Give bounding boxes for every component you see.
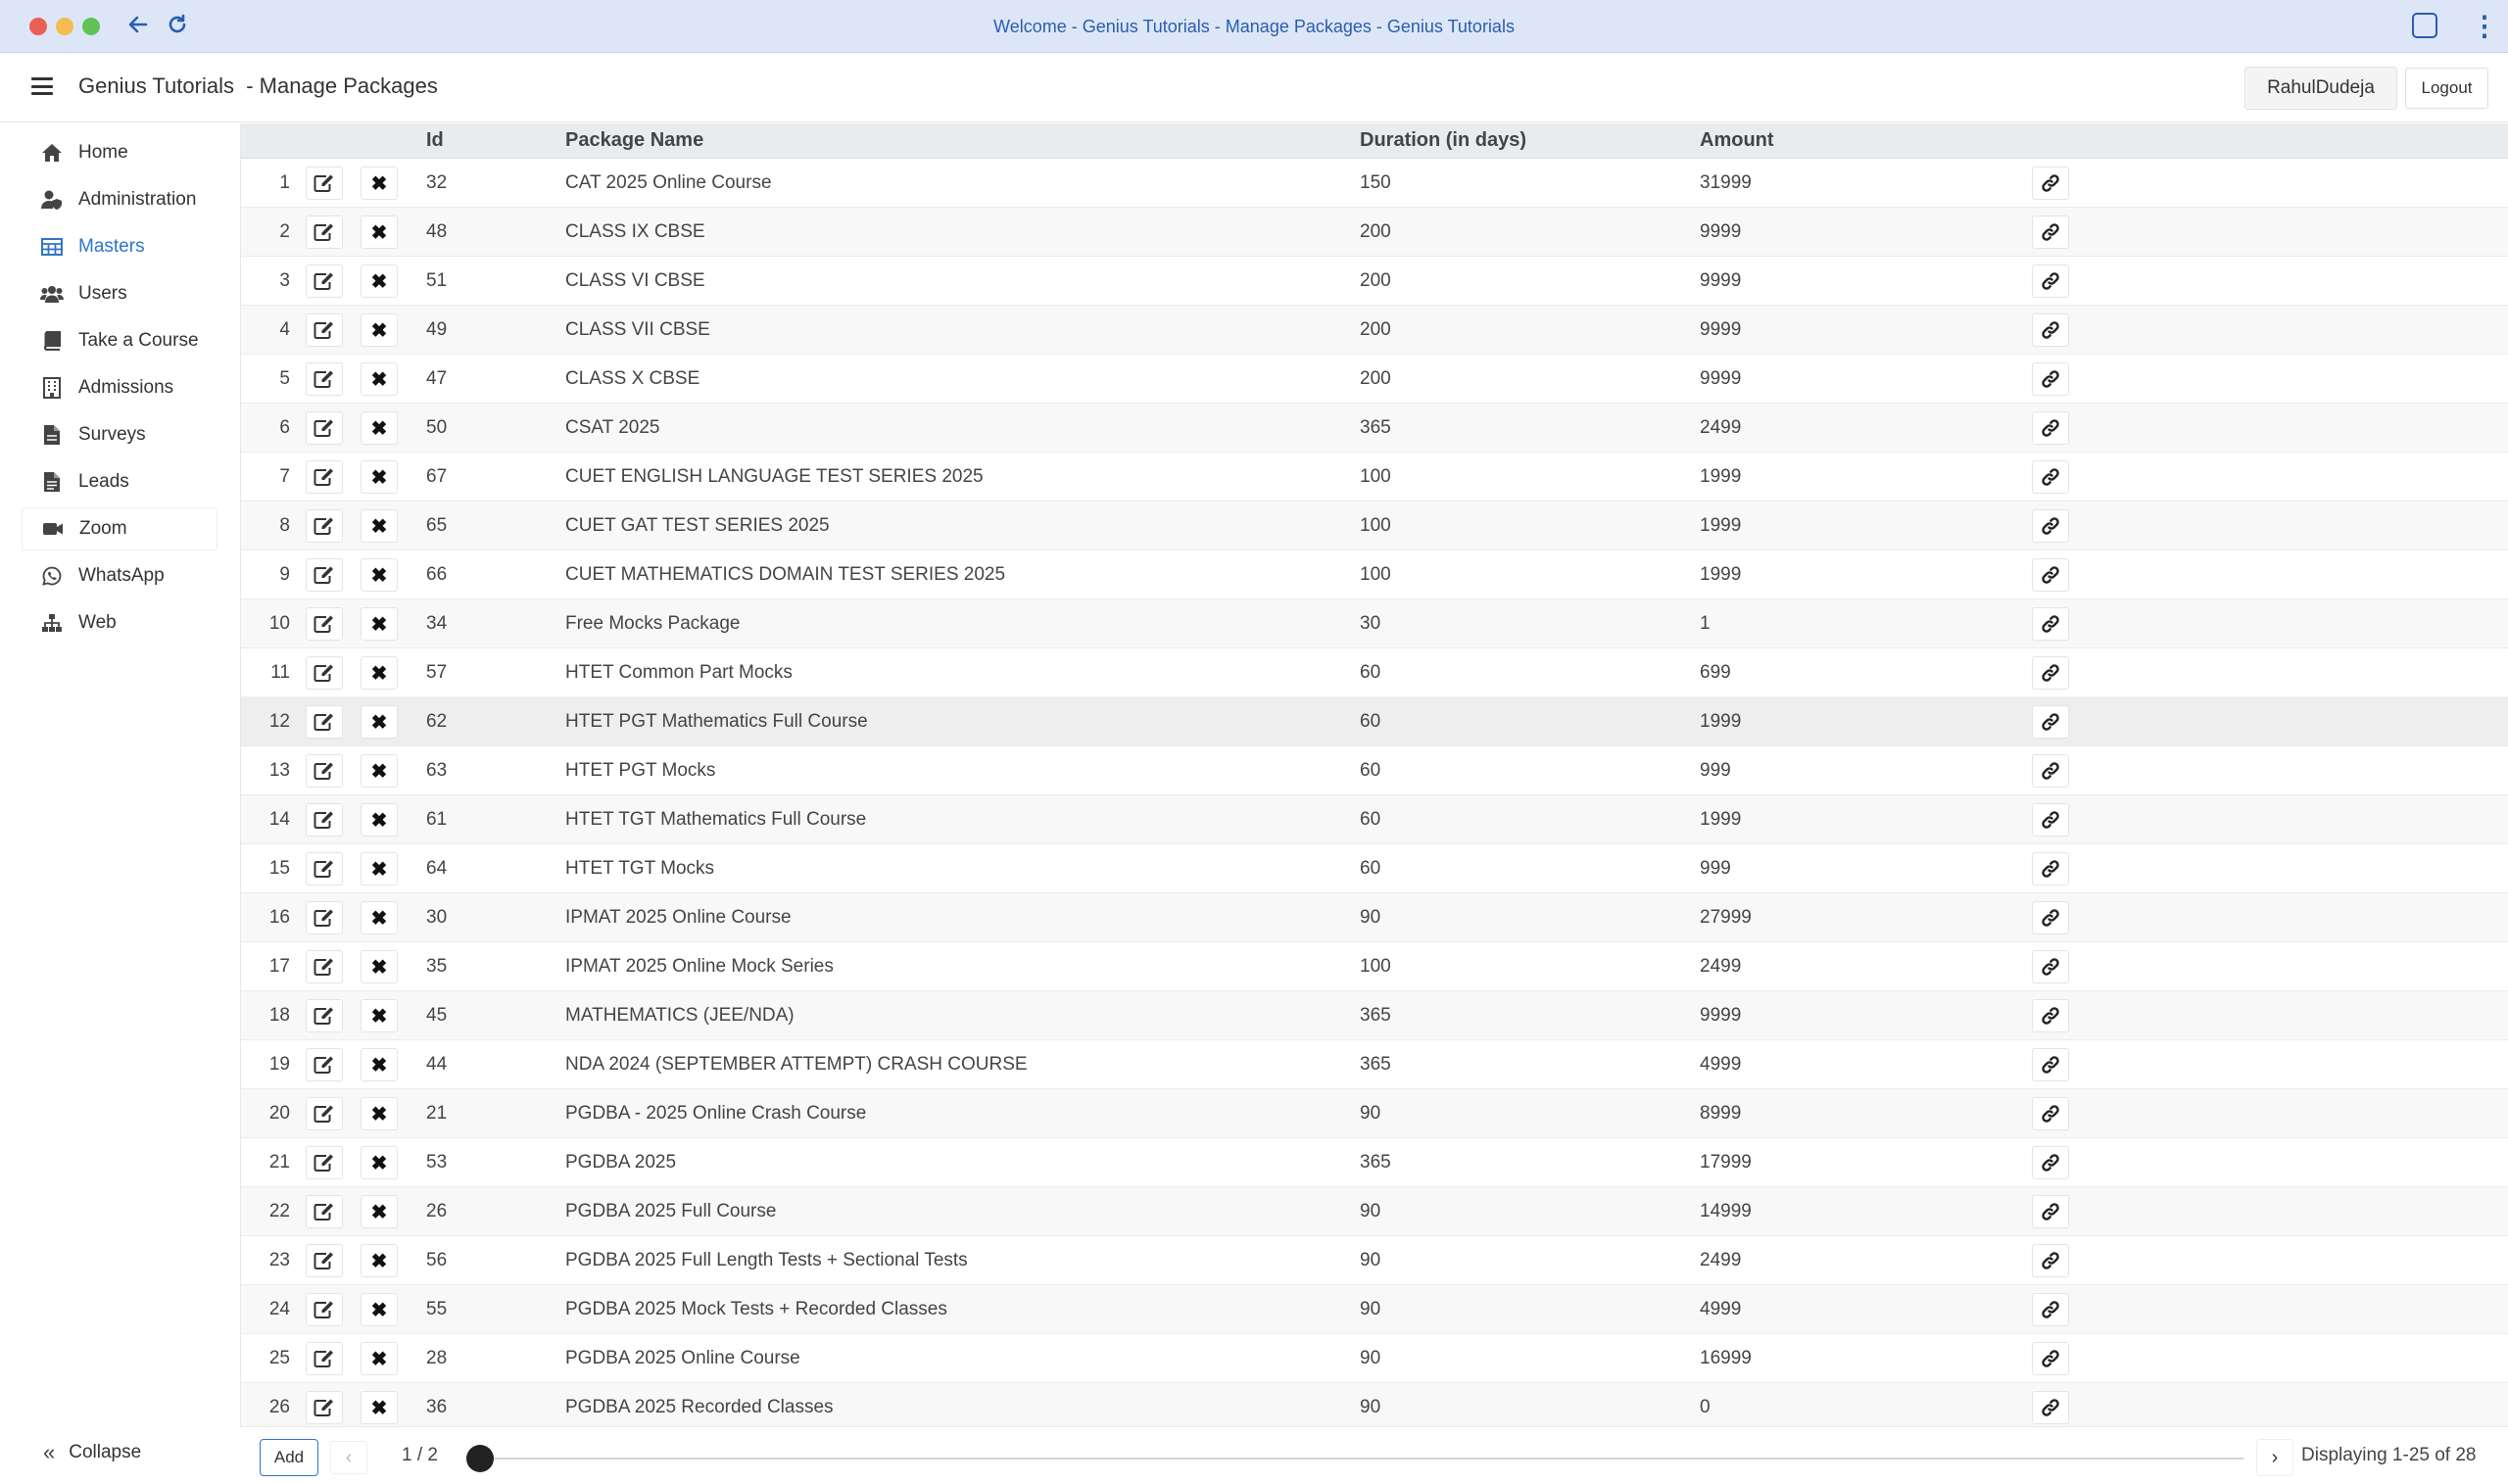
cell-duration: 200 <box>1360 221 1391 242</box>
sidebar-item-label: Web <box>78 612 117 633</box>
cell-id: 45 <box>426 1005 448 1026</box>
file-alt-icon <box>39 471 65 493</box>
cell-package-name: IPMAT 2025 Online Course <box>565 907 792 928</box>
link-icon[interactable] <box>2032 509 2069 543</box>
whatsapp-icon <box>39 565 65 587</box>
cell-duration: 60 <box>1360 711 1381 732</box>
sidebar-item-label: Masters <box>78 236 145 257</box>
row-number: 7 <box>279 466 290 487</box>
delete-icon[interactable]: ✖ <box>361 656 398 690</box>
cell-id: 32 <box>426 172 448 193</box>
row-number: 4 <box>279 319 290 340</box>
cell-id: 57 <box>426 662 448 683</box>
cell-id: 30 <box>426 907 448 928</box>
sitemap-icon <box>39 612 65 634</box>
back-arrow-icon[interactable] <box>123 12 153 41</box>
sidebar-item-administration[interactable] <box>22 178 217 221</box>
edit-icon[interactable] <box>306 1146 343 1179</box>
sidebar-item-label: Zoom <box>79 518 127 539</box>
delete-icon[interactable]: ✖ <box>361 754 398 788</box>
link-icon[interactable] <box>2032 1048 2069 1081</box>
cell-amount: 2499 <box>1700 417 1742 438</box>
table-row[interactable] <box>241 208 2508 257</box>
column-header-id[interactable]: Id <box>426 129 444 151</box>
cell-amount: 9999 <box>1700 1005 1742 1026</box>
cell-package-name: PGDBA 2025 Recorded Classes <box>565 1397 834 1417</box>
delete-icon[interactable]: ✖ <box>361 1293 398 1326</box>
cell-duration: 90 <box>1360 1201 1381 1221</box>
sidebar-item-take-a-course[interactable] <box>22 319 217 362</box>
delete-icon[interactable]: ✖ <box>361 1097 398 1130</box>
table-row[interactable] <box>241 306 2508 355</box>
cell-amount: 1 <box>1700 613 1711 634</box>
video-icon <box>40 518 66 540</box>
cell-duration: 100 <box>1360 515 1391 536</box>
edit-icon[interactable] <box>306 264 343 298</box>
file-icon <box>39 424 65 446</box>
delete-icon[interactable]: ✖ <box>361 1244 398 1277</box>
table-row[interactable] <box>241 599 2508 648</box>
table-header <box>241 123 2508 159</box>
link-icon[interactable] <box>2032 215 2069 249</box>
delete-icon[interactable]: ✖ <box>361 167 398 200</box>
delete-icon[interactable]: ✖ <box>361 950 398 983</box>
row-number: 19 <box>268 1054 290 1075</box>
link-icon[interactable] <box>2032 1244 2069 1277</box>
table-row[interactable] <box>241 1138 2508 1187</box>
link-icon[interactable] <box>2032 950 2069 983</box>
sidebar-item-surveys[interactable] <box>22 413 217 456</box>
link-icon[interactable] <box>2032 411 2069 445</box>
cell-id: 64 <box>426 858 448 879</box>
cell-duration: 100 <box>1360 466 1391 487</box>
cell-amount: 14999 <box>1700 1201 1752 1221</box>
sidebar-item-home[interactable] <box>22 131 217 174</box>
delete-icon[interactable]: ✖ <box>361 411 398 445</box>
edit-icon[interactable] <box>306 950 343 983</box>
sidebar-item-label: Admissions <box>78 377 174 398</box>
building-icon <box>39 377 65 399</box>
delete-icon[interactable]: ✖ <box>361 215 398 249</box>
extensions-icon[interactable] <box>2412 13 2437 38</box>
cell-package-name: HTET TGT Mathematics Full Course <box>565 809 867 830</box>
edit-icon[interactable] <box>306 558 343 592</box>
cell-package-name: CUET ENGLISH LANGUAGE TEST SERIES 2025 <box>565 466 984 487</box>
row-number: 3 <box>279 270 290 291</box>
row-number: 5 <box>279 368 290 389</box>
row-number: 21 <box>268 1152 290 1173</box>
cell-amount: 2499 <box>1700 956 1742 977</box>
row-number: 15 <box>268 858 290 879</box>
next-page-button[interactable]: › <box>2256 1439 2293 1476</box>
cell-package-name: PGDBA 2025 Full Course <box>565 1201 777 1221</box>
table-row[interactable] <box>241 159 2508 208</box>
cell-duration: 90 <box>1360 907 1381 928</box>
users-icon <box>39 283 65 305</box>
cell-duration: 365 <box>1360 1054 1391 1075</box>
delete-icon[interactable]: ✖ <box>361 1342 398 1375</box>
cell-id: 61 <box>426 809 448 830</box>
cell-package-name: PGDBA 2025 Mock Tests + Recorded Classes <box>565 1299 947 1319</box>
delete-icon[interactable]: ✖ <box>361 460 398 494</box>
cell-id: 53 <box>426 1152 448 1173</box>
cell-amount: 999 <box>1700 858 1731 879</box>
home-icon <box>39 142 65 164</box>
row-number: 17 <box>268 956 290 977</box>
row-number: 14 <box>268 809 290 830</box>
link-icon[interactable] <box>2032 901 2069 934</box>
cell-package-name: HTET PGT Mocks <box>565 760 716 781</box>
cell-duration: 365 <box>1360 1005 1391 1026</box>
cell-amount: 0 <box>1700 1397 1711 1417</box>
cell-amount: 1999 <box>1700 466 1742 487</box>
edit-icon[interactable] <box>306 754 343 788</box>
cell-id: 63 <box>426 760 448 781</box>
column-header-amount[interactable]: Amount <box>1700 129 1774 151</box>
edit-icon[interactable] <box>306 1048 343 1081</box>
cell-package-name: CLASS VII CBSE <box>565 319 710 340</box>
cell-duration: 90 <box>1360 1250 1381 1270</box>
display-info: Displaying 1-25 of 28 <box>2301 1445 2477 1465</box>
link-icon[interactable] <box>2032 1342 2069 1375</box>
column-header-package-name[interactable]: Package Name <box>565 129 704 151</box>
delete-icon[interactable]: ✖ <box>361 1391 398 1424</box>
link-icon[interactable] <box>2032 656 2069 690</box>
table-row[interactable] <box>241 1089 2508 1138</box>
packages-table <box>240 123 2508 1426</box>
row-number: 26 <box>268 1397 290 1417</box>
cell-amount: 17999 <box>1700 1152 1752 1173</box>
cell-package-name: Free Mocks Package <box>565 613 741 634</box>
sidebar-item-label: WhatsApp <box>78 565 165 586</box>
delete-icon[interactable]: ✖ <box>361 1195 398 1228</box>
column-header-duration[interactable]: Duration (in days) <box>1360 129 1527 151</box>
cell-package-name: PGDBA 2025 Online Course <box>565 1348 800 1368</box>
link-icon[interactable] <box>2032 1097 2069 1130</box>
link-icon[interactable] <box>2032 1391 2069 1424</box>
link-icon[interactable] <box>2032 754 2069 788</box>
cell-package-name: MATHEMATICS (JEE/NDA) <box>565 1005 795 1026</box>
edit-icon[interactable] <box>306 1244 343 1277</box>
browser-menu-icon[interactable]: ⋮ <box>2471 11 2498 41</box>
row-number: 8 <box>279 515 290 536</box>
edit-icon[interactable] <box>306 656 343 690</box>
table-row[interactable] <box>241 1040 2508 1089</box>
browser-titlebar <box>0 0 2508 53</box>
cell-duration: 200 <box>1360 368 1391 389</box>
sidebar-item-admissions[interactable] <box>22 366 217 409</box>
cell-duration: 90 <box>1360 1299 1381 1319</box>
cell-amount: 699 <box>1700 662 1731 683</box>
table-row[interactable] <box>241 404 2508 453</box>
row-number: 18 <box>268 1005 290 1026</box>
cell-id: 51 <box>426 270 448 291</box>
delete-icon[interactable]: ✖ <box>361 362 398 396</box>
page-indicator: 1 / 2 <box>402 1445 438 1465</box>
cell-package-name: CUET MATHEMATICS DOMAIN TEST SERIES 2025 <box>565 564 1006 585</box>
cell-duration: 90 <box>1360 1397 1381 1417</box>
sidebar-item-label: Users <box>78 283 127 304</box>
cell-duration: 90 <box>1360 1103 1381 1124</box>
table-row[interactable] <box>241 991 2508 1040</box>
cell-package-name: PGDBA 2025 <box>565 1152 677 1173</box>
cell-amount: 2499 <box>1700 1250 1742 1270</box>
table-row[interactable] <box>241 1334 2508 1383</box>
row-number: 9 <box>279 564 290 585</box>
cell-package-name: CSAT 2025 <box>565 417 660 438</box>
sidebar-item-label: Administration <box>78 189 197 210</box>
delete-icon[interactable]: ✖ <box>361 558 398 592</box>
delete-icon[interactable]: ✖ <box>361 313 398 347</box>
menu-toggle-icon[interactable] <box>31 77 53 95</box>
cell-id: 62 <box>426 711 448 732</box>
sidebar-item-whatsapp[interactable] <box>22 554 217 598</box>
cell-duration: 200 <box>1360 270 1391 291</box>
cell-id: 21 <box>426 1103 448 1124</box>
cell-id: 67 <box>426 466 448 487</box>
edit-icon[interactable] <box>306 803 343 837</box>
window-title: Welcome - Genius Tutorials - Manage Packages - Genius Tutorials <box>993 17 1515 36</box>
link-icon[interactable] <box>2032 803 2069 837</box>
reload-icon[interactable] <box>163 12 192 41</box>
edit-icon[interactable] <box>306 362 343 396</box>
table-row[interactable] <box>241 746 2508 795</box>
row-number: 16 <box>268 907 290 928</box>
cell-id: 26 <box>426 1201 448 1221</box>
delete-icon[interactable]: ✖ <box>361 1048 398 1081</box>
table-row[interactable] <box>241 355 2508 404</box>
cell-package-name: CUET GAT TEST SERIES 2025 <box>565 515 830 536</box>
edit-icon[interactable] <box>306 313 343 347</box>
delete-icon[interactable]: ✖ <box>361 901 398 934</box>
cell-duration: 365 <box>1360 417 1391 438</box>
cell-duration: 150 <box>1360 172 1391 193</box>
row-number: 20 <box>268 1103 290 1124</box>
edit-icon[interactable] <box>306 215 343 249</box>
cell-amount: 9999 <box>1700 368 1742 389</box>
cell-package-name: NDA 2024 (SEPTEMBER ATTEMPT) CRASH COURSE <box>565 1054 1028 1075</box>
row-number: 2 <box>279 221 290 242</box>
cell-duration: 365 <box>1360 1152 1391 1173</box>
sidebar-item-zoom[interactable] <box>22 507 217 551</box>
cell-amount: 9999 <box>1700 270 1742 291</box>
cell-amount: 8999 <box>1700 1103 1742 1124</box>
cell-id: 47 <box>426 368 448 389</box>
sidebar-item-users[interactable] <box>22 272 217 315</box>
collapse-sidebar-button[interactable] <box>43 1440 141 1465</box>
table-row[interactable] <box>241 502 2508 551</box>
row-number: 11 <box>270 662 290 683</box>
edit-icon[interactable] <box>306 1342 343 1375</box>
previous-page-button[interactable]: ‹ <box>330 1441 367 1474</box>
cell-id: 28 <box>426 1348 448 1368</box>
page-slider-track[interactable] <box>480 1458 2243 1460</box>
cell-duration: 200 <box>1360 319 1391 340</box>
table-row[interactable] <box>241 1236 2508 1285</box>
page-slider-handle[interactable] <box>466 1445 494 1472</box>
sidebar-item-leads[interactable] <box>22 460 217 503</box>
link-icon[interactable] <box>2032 460 2069 494</box>
cell-duration: 90 <box>1360 1348 1381 1368</box>
link-icon[interactable] <box>2032 852 2069 886</box>
cell-id: 36 <box>426 1397 448 1417</box>
cell-duration: 60 <box>1360 662 1381 683</box>
edit-icon[interactable] <box>306 999 343 1032</box>
cell-id: 56 <box>426 1250 448 1270</box>
collapse-label: Collapse <box>69 1442 142 1462</box>
cell-package-name: PGDBA 2025 Full Length Tests + Sectional Tests <box>565 1250 968 1270</box>
cell-duration: 100 <box>1360 956 1391 977</box>
cell-duration: 100 <box>1360 564 1391 585</box>
cell-amount: 1999 <box>1700 711 1742 732</box>
link-icon[interactable] <box>2032 1195 2069 1228</box>
cell-duration: 60 <box>1360 809 1381 830</box>
edit-icon[interactable] <box>306 705 343 739</box>
cell-id: 55 <box>426 1299 448 1319</box>
sidebar-item-masters[interactable] <box>22 225 217 268</box>
row-number: 25 <box>268 1348 290 1368</box>
sidebar-item-label: Take a Course <box>78 330 199 351</box>
cell-id: 48 <box>426 221 448 242</box>
delete-icon[interactable]: ✖ <box>361 803 398 837</box>
book-icon <box>39 330 65 352</box>
cell-amount: 999 <box>1700 760 1731 781</box>
add-button[interactable]: Add <box>260 1439 318 1476</box>
link-icon[interactable] <box>2032 362 2069 396</box>
app-header <box>0 54 2508 122</box>
edit-icon[interactable] <box>306 1391 343 1424</box>
row-number: 1 <box>279 172 290 193</box>
table-row[interactable] <box>241 1187 2508 1236</box>
cell-duration: 60 <box>1360 760 1381 781</box>
sidebar <box>0 123 239 1484</box>
row-number: 22 <box>268 1201 290 1221</box>
cell-amount: 1999 <box>1700 515 1742 536</box>
table-row[interactable] <box>241 1383 2508 1426</box>
page-title: Genius Tutorials - Manage Packages <box>78 73 438 98</box>
cell-id: 66 <box>426 564 448 585</box>
edit-icon[interactable] <box>306 852 343 886</box>
cell-package-name: CLASS IX CBSE <box>565 221 705 242</box>
delete-icon[interactable]: ✖ <box>361 852 398 886</box>
link-icon[interactable] <box>2032 167 2069 200</box>
row-number: 23 <box>268 1250 290 1270</box>
table-footer <box>240 1426 2508 1484</box>
cell-amount: 4999 <box>1700 1299 1742 1319</box>
logout-button[interactable]: Logout <box>2405 68 2488 109</box>
link-icon[interactable] <box>2032 264 2069 298</box>
table-row[interactable] <box>241 648 2508 697</box>
cell-id: 50 <box>426 417 448 438</box>
sidebar-item-label: Surveys <box>78 424 146 445</box>
link-icon[interactable] <box>2032 1146 2069 1179</box>
double-chevron-left-icon: « <box>43 1440 56 1464</box>
link-icon[interactable] <box>2032 1293 2069 1326</box>
user-shield-icon <box>39 189 65 211</box>
edit-icon[interactable] <box>306 167 343 200</box>
cell-amount: 1999 <box>1700 809 1742 830</box>
delete-icon[interactable]: ✖ <box>361 264 398 298</box>
delete-icon[interactable]: ✖ <box>361 509 398 543</box>
link-icon[interactable] <box>2032 558 2069 592</box>
cell-package-name: CAT 2025 Online Course <box>565 172 772 193</box>
edit-icon[interactable] <box>306 1195 343 1228</box>
cell-id: 49 <box>426 319 448 340</box>
edit-icon[interactable] <box>306 901 343 934</box>
cell-amount: 9999 <box>1700 221 1742 242</box>
table-row[interactable] <box>241 697 2508 746</box>
table-row[interactable] <box>241 893 2508 942</box>
sidebar-item-web[interactable] <box>22 601 217 645</box>
delete-icon[interactable]: ✖ <box>361 1146 398 1179</box>
cell-amount: 4999 <box>1700 1054 1742 1075</box>
cell-package-name: HTET TGT Mocks <box>565 858 715 879</box>
cell-package-name: IPMAT 2025 Online Mock Series <box>565 956 834 977</box>
edit-icon[interactable] <box>306 411 343 445</box>
table-row[interactable] <box>241 1285 2508 1334</box>
cell-amount: 31999 <box>1700 172 1752 193</box>
table-row[interactable] <box>241 795 2508 844</box>
row-number: 12 <box>268 711 290 732</box>
edit-icon[interactable] <box>306 607 343 641</box>
row-number: 13 <box>268 760 290 781</box>
cell-amount: 1999 <box>1700 564 1742 585</box>
sidebar-item-label: Leads <box>78 471 129 492</box>
cell-duration: 30 <box>1360 613 1381 634</box>
table-row[interactable] <box>241 257 2508 306</box>
cell-amount: 9999 <box>1700 319 1742 340</box>
delete-icon[interactable]: ✖ <box>361 705 398 739</box>
row-number: 24 <box>268 1299 290 1319</box>
cell-package-name: HTET PGT Mathematics Full Course <box>565 711 868 732</box>
cell-package-name: PGDBA - 2025 Online Crash Course <box>565 1103 867 1124</box>
table-row[interactable] <box>241 844 2508 893</box>
row-number: 6 <box>279 417 290 438</box>
cell-duration: 60 <box>1360 858 1381 879</box>
sidebar-item-label: Home <box>78 142 128 163</box>
link-icon[interactable] <box>2032 705 2069 739</box>
delete-icon[interactable]: ✖ <box>361 607 398 641</box>
table-row[interactable] <box>241 453 2508 502</box>
edit-icon[interactable] <box>306 1293 343 1326</box>
table-icon <box>39 236 65 258</box>
cell-id: 34 <box>426 613 448 634</box>
user-button[interactable]: RahulDudeja <box>2244 67 2397 110</box>
cell-id: 35 <box>426 956 448 977</box>
table-row[interactable] <box>241 551 2508 599</box>
edit-icon[interactable] <box>306 460 343 494</box>
table-row[interactable] <box>241 942 2508 991</box>
cell-package-name: CLASS X CBSE <box>565 368 700 389</box>
delete-icon[interactable]: ✖ <box>361 999 398 1032</box>
cell-amount: 27999 <box>1700 907 1752 928</box>
cell-id: 44 <box>426 1054 448 1075</box>
link-icon[interactable] <box>2032 999 2069 1032</box>
link-icon[interactable] <box>2032 313 2069 347</box>
cell-id: 65 <box>426 515 448 536</box>
row-number: 10 <box>268 613 290 634</box>
cell-package-name: CLASS VI CBSE <box>565 270 705 291</box>
cell-package-name: HTET Common Part Mocks <box>565 662 793 683</box>
edit-icon[interactable] <box>306 509 343 543</box>
edit-icon[interactable] <box>306 1097 343 1130</box>
cell-amount: 16999 <box>1700 1348 1752 1368</box>
link-icon[interactable] <box>2032 607 2069 641</box>
